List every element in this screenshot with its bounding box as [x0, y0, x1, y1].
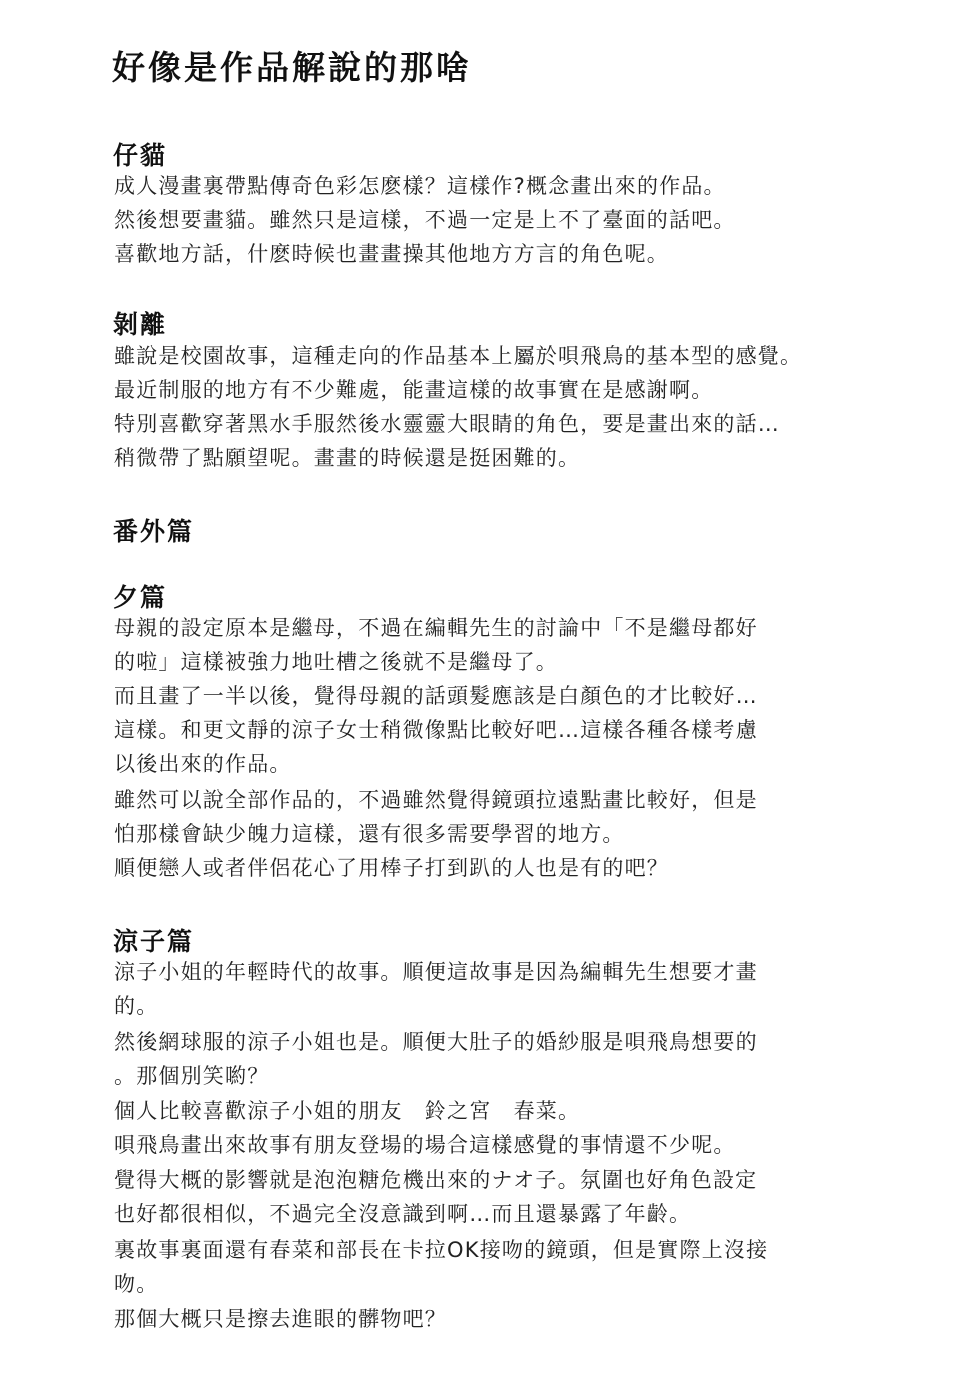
paragraph-line: 然後想要畫貓。雖然只是這樣，不過一定是上不了臺面的話吧。 [114, 208, 736, 232]
paragraph-line: 的。 [114, 994, 159, 1018]
paragraph-line: 那個大概只是擦去進眼的髒物吧？ [114, 1307, 447, 1331]
paragraph-line: 雖然可以說全部作品的，不過雖然覺得鏡頭拉遠點畫比較好，但是 [114, 788, 758, 812]
page-title: 好像是作品解說的那啥 [112, 48, 472, 87]
section-heading-ryouko: 涼子篇 [113, 927, 195, 956]
paragraph-line: 的啦」這樣被強力地吐槽之後就不是繼母了。 [114, 650, 558, 674]
paragraph-line: 成人漫畫裏帶點傳奇色彩怎麽樣？這樣作?概念畫出來的作品。 [114, 174, 726, 198]
paragraph-line: 稍微帶了點願望呢。畫畫的時候還是挺困難的。 [114, 446, 581, 470]
paragraph-line: 這樣。和更文靜的涼子女士稍微像點比較好吧…這樣各種各樣考慮 [114, 718, 758, 742]
paragraph-line: 順便戀人或者伴侶花心了用棒子打到趴的人也是有的吧？ [114, 856, 669, 880]
section-heading-kitten: 仔貓 [113, 141, 168, 170]
paragraph-line: 唄飛鳥畫出來故事有朋友登場的場合這樣感覺的事情還不少呢。 [114, 1133, 736, 1157]
paragraph-line: 怕那樣會缺少魄力這樣，還有很多需要學習的地方。 [114, 822, 625, 846]
paragraph-line: 雖說是校園故事，這種走向的作品基本上屬於唄飛鳥的基本型的感覺。 [114, 344, 803, 368]
paragraph-line: 特別喜歡穿著黑水手服然後水靈靈大眼睛的角色，要是畫出來的話… [114, 412, 780, 436]
section-heading-extra: 番外篇 [113, 517, 195, 546]
paragraph-line: 而且畫了一半以後，覺得母親的話頭髮應該是白顏色的才比較好… [114, 684, 758, 708]
paragraph-line: 裏故事裏面還有春菜和部長在卡拉OK接吻的鏡頭，但是實際上沒接 [114, 1238, 769, 1262]
paragraph-line: 個人比較喜歡涼子小姐的朋友 鈴之宮 春菜。 [114, 1099, 581, 1123]
paragraph-line: 涼子小姐的年輕時代的故事。順便這故事是因為編輯先生想要才畫 [114, 960, 758, 984]
section-heading-peeling: 剝離 [113, 310, 168, 339]
paragraph-line: 覺得大概的影響就是泡泡糖危機出來的ナオ子。氛圍也好角色設定 [114, 1168, 758, 1192]
paragraph-line: 。那個別笑喲？ [114, 1064, 270, 1088]
paragraph-line: 母親的設定原本是繼母，不過在編輯先生的討論中「不是繼母都好 [114, 616, 758, 640]
paragraph-line: 最近制服的地方有不少難處，能畫這樣的故事實在是感謝啊。 [114, 378, 714, 402]
section-heading-yuu: 夕篇 [113, 583, 168, 612]
paragraph-line: 喜歡地方話，什麽時候也畫畫操其他地方方言的角色呢。 [114, 242, 669, 266]
paragraph-line: 以後出來的作品。 [114, 752, 292, 776]
paragraph-line: 也好都很相似，不過完全沒意識到啊…而且還暴露了年齡。 [114, 1202, 692, 1226]
paragraph-line: 然後網球服的涼子小姐也是。順便大肚子的婚紗服是唄飛鳥想要的 [114, 1030, 758, 1054]
paragraph-line: 吻。 [114, 1272, 159, 1296]
